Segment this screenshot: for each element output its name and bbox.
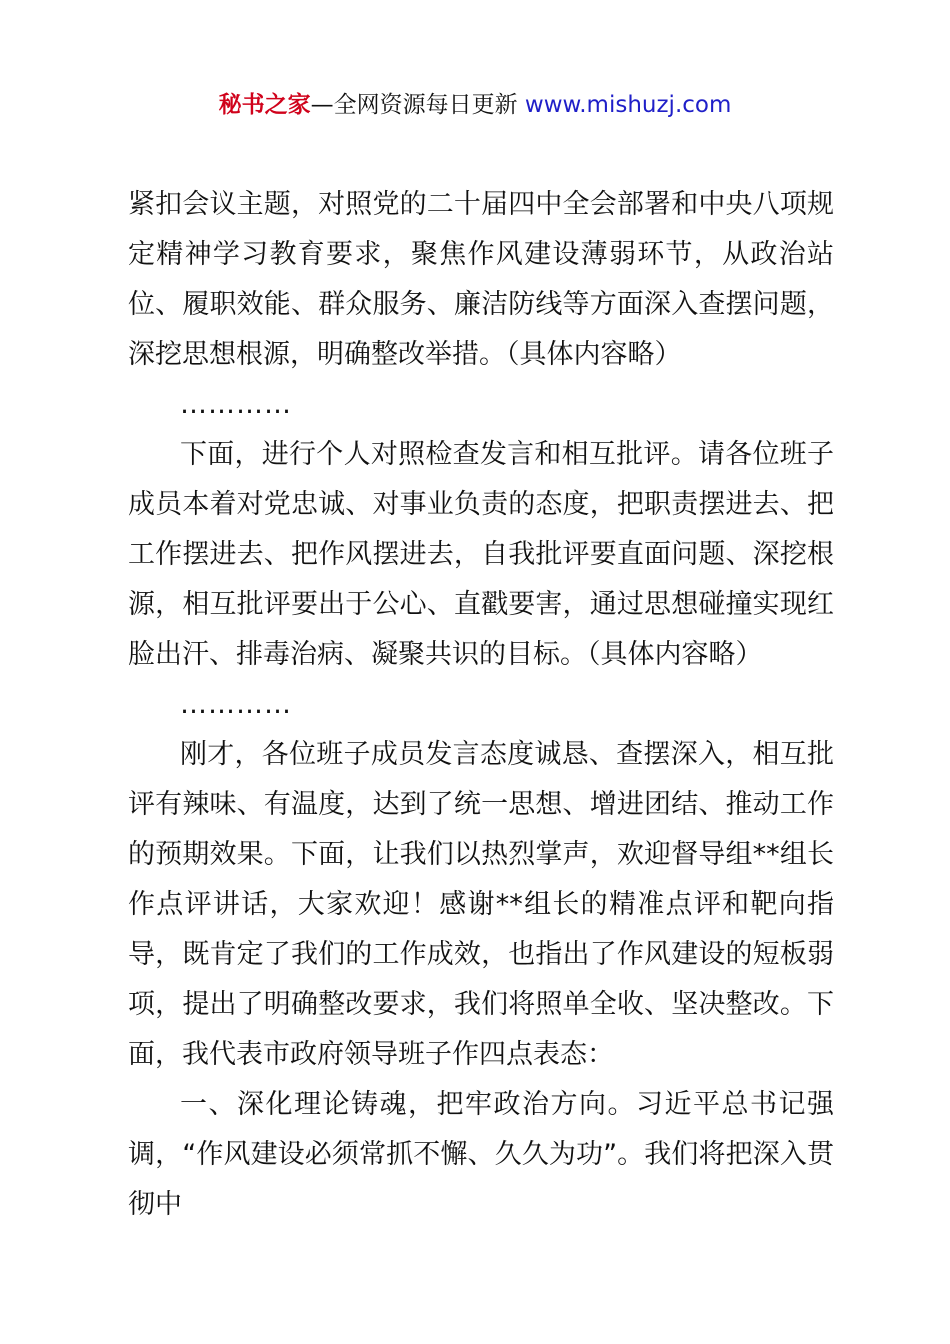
omission-ellipsis: …………	[180, 389, 292, 420]
paragraph-summary: 刚才，各位班子成员发言态度诚恳、查摆深入，相互批评有辣味、有温度，达到了统一思想、增进团结、推动工作的预期效果。下面，让我们以热烈掌声，欢迎督导组**组长作点评讲话，大家欢迎！感谢**组长的精准点评和靶向指导，既肯定了我们的工作成效，也指出了作风建设的短板弱项，提出了明确整改要求，我们将照单全收、坚决整改。下面，我代表市政府领导班子作四点表态：	[128, 739, 834, 1070]
paragraph-criticism: 下面，进行个人对照检查发言和相互批评。请各位班子成员本着对党忠诚、对事业负责的态度，把职责摆进去、把工作摆进去、把作风摆进去，自我批评要直面问题、深挖根源，相互批评要出于公心、直戳要害，通过思想碰撞实现红脸出汗、排毒治病、凝聚共识的目标。（具体内容略）	[128, 439, 834, 670]
document-body	[128, 180, 834, 1230]
site-header	[0, 88, 950, 122]
site-url-link[interactable]: www.mishuzj.com	[524, 92, 732, 118]
paragraph-point-one: 一、深化理论铸魂，把牢政治方向。习近平总书记强调，“作风建设必须常抓不懈、久久为功”。我们将把深入贯彻中	[128, 1089, 834, 1220]
paragraph-continuation: 紧扣会议主题，对照党的二十届四中全会部署和中央八项规定精神学习教育要求，聚焦作风建设薄弱环节，从政治站位、履职效能、群众服务、廉洁防线等方面深入查摆问题，深挖思想根源，明确整改举措。（具体内容略）	[128, 189, 834, 370]
site-brand: 秘书之家	[218, 92, 311, 118]
site-tagline: —全网资源每日更新	[310, 92, 518, 118]
omission-ellipsis: …………	[180, 689, 292, 720]
